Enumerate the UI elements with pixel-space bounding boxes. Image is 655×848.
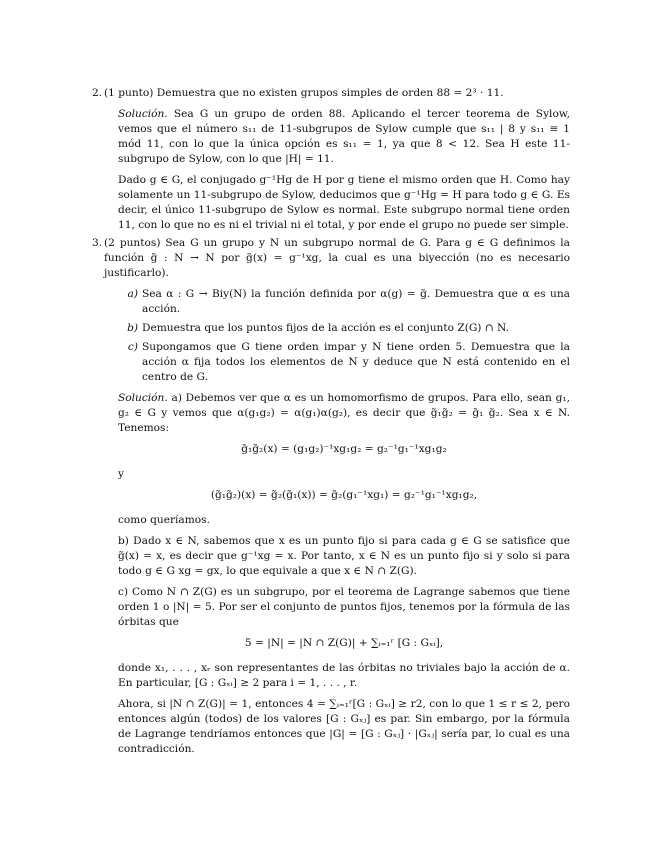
problem-number: 3. [92,237,103,249]
solution-paragraph: como queríamos. [118,514,210,526]
subquestion-a [118,287,570,317]
subquestion-c [118,340,570,385]
subquestion-text: Sea α : G → Biy(N) la función definida por α(g) = g̃. Demuestra que α es una acción. [142,288,570,315]
problem-number: 2. [92,87,103,99]
problem-2 [92,86,570,239]
subquestion-label: c) [127,341,138,353]
problem-statement: (1 punto) Demuestra que no existen grupos simples de orden 88 = 2³ · 11. [104,87,504,99]
problem-3 [92,236,570,763]
solution-paragraph: Dado g ∈ G, el conjugado g⁻¹Hg de H por g tiene el mismo orden que H. Como hay solamente un 11-subgrupo de Sylow, deducimos que g⁻¹Hg = H para todo g ∈ G. Es decir, el único 11-subgrupo de Sylow es normal. Este subgrupo normal tiene orden 11, con lo que no es ni el trivial ni el total, y por ende el grupo no puede ser simple. [118,174,570,231]
subquestion-label: b) [127,322,138,334]
subquestion-b [118,321,570,336]
problem-statement: (2 puntos) Sea G un grupo y N un subgrupo normal de G. Para g ∈ G definimos la función g̃ : N → N por g̃(x) = g⁻¹xg, la cual es una biyección (no es necesario justificarlo). [104,237,570,279]
solution-text: Sea G un grupo de orden 88. Aplicando el tercer teorema de Sylow, vemos que el número s₁₁ de 11-subgrupos de Sylow cumple que s₁₁ | 8 y s₁₁ ≡ 1 mód 11, con lo que la única opción es s₁₁ = 1, ya que 8 < 12. Sea H este 11-subgrupo de Sylow, con lo que |H| = 11. [118,108,570,165]
subquestion-label: a) [127,288,138,300]
solution-paragraph: c) Como N ∩ Z(G) es un subgrupo, por el teorema de Lagrange sabemos que tiene orden 1 o |N| = 5. Por ser el conjunto de puntos fijos, tenemos por la fórmula de las órbitas que [118,586,570,628]
subquestion-list [104,287,570,385]
connector-word: y [118,468,124,480]
solution-paragraph: b) Dado x ∈ N, sabemos que x es un punto fijo si para cada g ∈ G se satisfice que g̃(x) = x, es decir que g⁻¹xg = x. Por tanto, x ∈ N es un punto fijo si y solo si para todo g ∈ G xg = gx, lo que equivale a que x ∈ N ∩ Z(G). [118,535,570,577]
solution-paragraph [118,391,570,436]
solution-paragraph: Ahora, si |N ∩ Z(G)| = 1, entonces 4 = ∑ᵢ₌₁ʳ[G : Gₓᵢ] ≥ r2, con lo que 1 ≤ r ≤ 2, pero entonces algún (todos) de los valores [G : Gₓⱼ] es par. Sin embargo, por la fórmula de Lagrange tendríamos entonces que |G| = [G : Gₓⱼ] · |Gₓⱼ| sería par, lo cual es una contradicción. [118,698,570,755]
solution-paragraph [118,107,570,167]
equation-2: (g̃₁g̃₂)(x) = g̃₂(g̃₁(x)) = g̃₂(g₁⁻¹xg₁) = g₂⁻¹g₁⁻¹xg₁g₂, [210,489,478,501]
solution [104,107,570,233]
solution [104,391,570,757]
subquestion-text: Supongamos que G tiene orden impar y N tiene orden 5. Demuestra que la acción α fija todos los elementos de N y deduce que N está contenido en el centro de G. [142,341,570,383]
solution-label: Solución. [118,108,168,120]
equation-1: g̃₁g̃₂(x) = (g₁g₂)⁻¹xg₁g₂ = g₂⁻¹g₁⁻¹xg₁g₂ [241,443,447,455]
solution-text: a) Debemos ver que α es un homomorfismo de grupos. Para ello, sean g₁, g₂ ∈ G y vemos que α(g₁g₂) = α(g₁)α(g₂), es decir que g̃₁g̃₂ = g̃₁ g̃₂. Sea x ∈ N. Tenemos: [118,392,570,434]
solution-paragraph: donde x₁, . . . , xᵣ son representantes de las órbitas no triviales bajo la acción de α. En particular, [G : Gₓᵢ] ≥ 2 para i = 1, . . . , r. [118,662,570,689]
subquestion-text: Demuestra que los puntos fijos de la acción es el conjunto Z(G) ∩ N. [142,322,510,334]
solution-label: Solución. [118,392,168,404]
equation-3: 5 = |N| = |N ∩ Z(G)| + ∑ᵢ₌₁ʳ [G : Gₓᵢ], [244,637,444,649]
